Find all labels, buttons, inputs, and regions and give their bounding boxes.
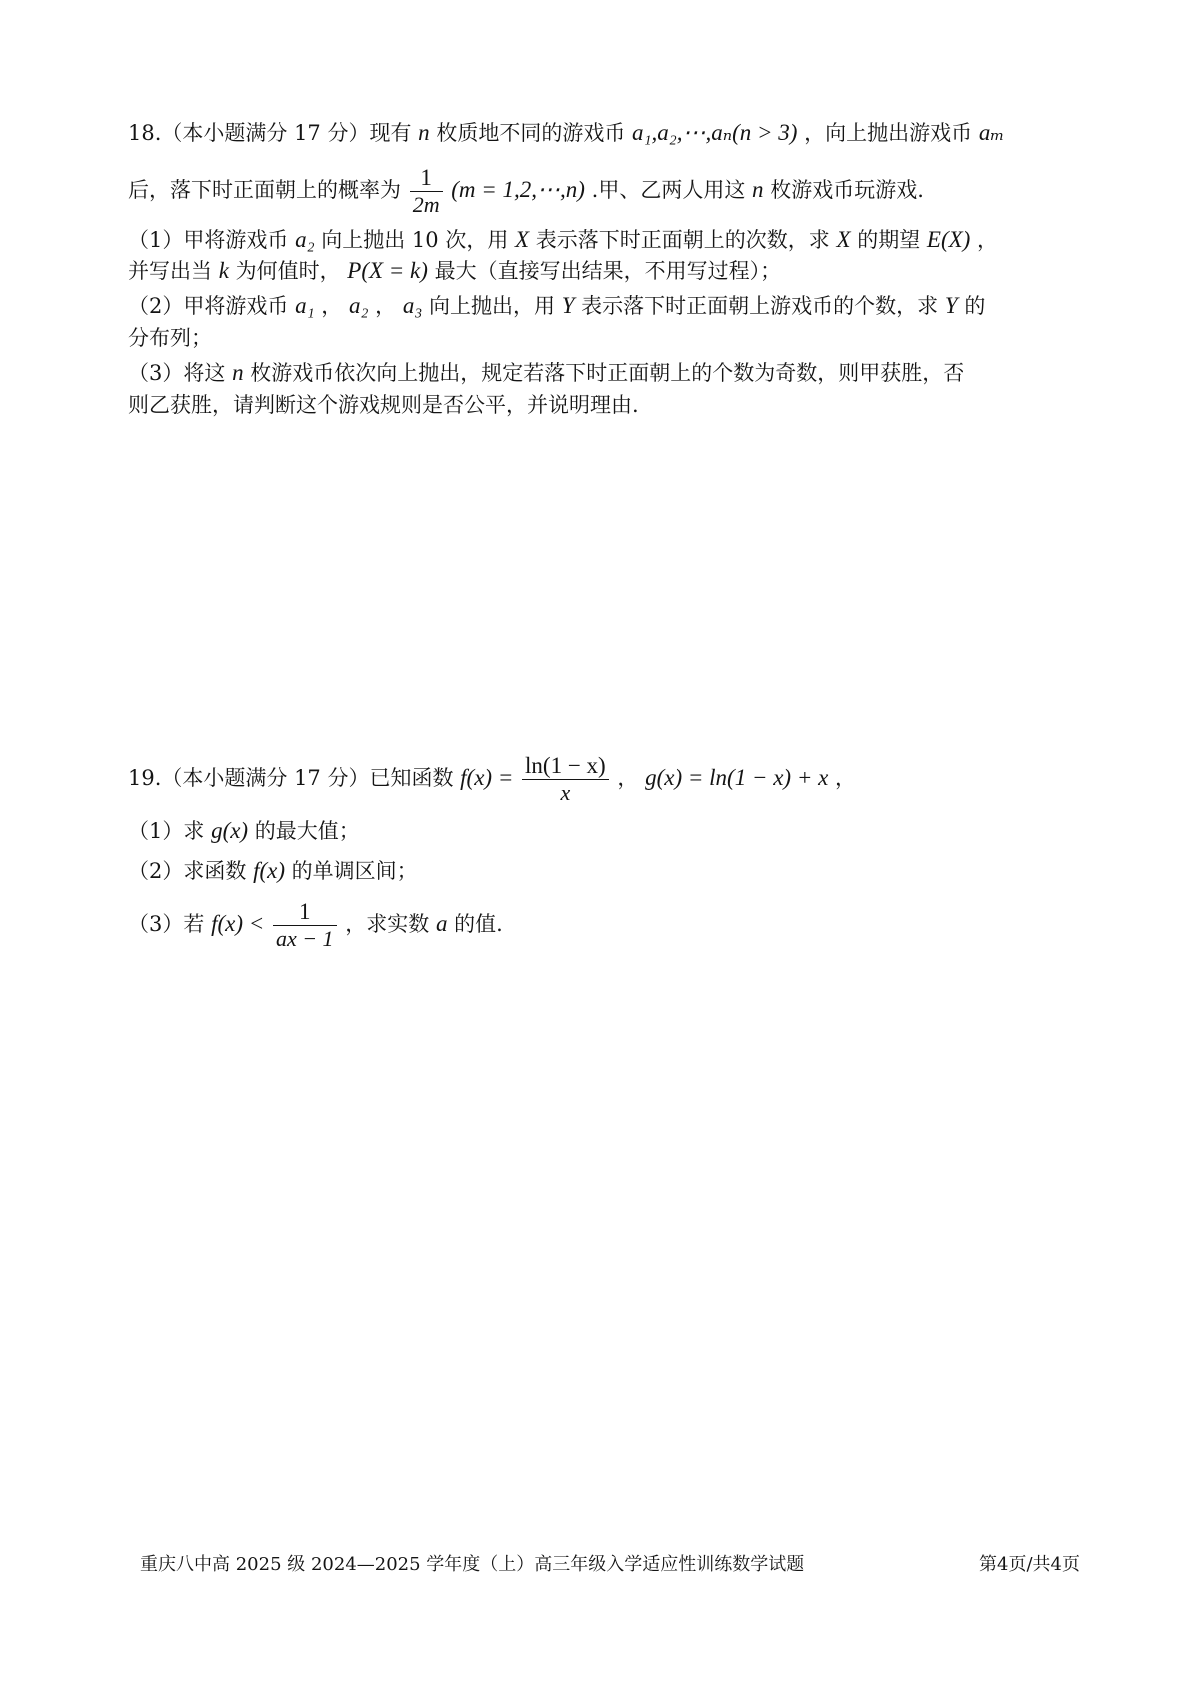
- page-number: 第4页/共4页: [979, 1554, 1080, 1575]
- var-a: a: [435, 911, 448, 936]
- var-Y: Y: [944, 293, 958, 318]
- q18-text: 为何值时，: [235, 259, 341, 283]
- g-definition: g(x) = ln(1 − x) + x: [645, 765, 829, 790]
- probability-expr: P(X = k): [347, 258, 428, 283]
- var-n: n: [418, 120, 430, 145]
- q18-text: ，: [321, 294, 343, 318]
- var-X: X: [836, 227, 851, 252]
- prob-fraction: [410, 165, 443, 218]
- q18-text: 则乙获胜，请判断这个游戏规则是否公平，并说明理由.: [128, 393, 639, 417]
- var-n: n: [232, 360, 244, 385]
- q18-text: 表示落下时正面朝上游戏币的个数，求: [581, 294, 939, 318]
- footer-title: 重庆八中高 2025 级 2024—2025 学年度（上）高三年级入学适应性训练数学试题: [140, 1554, 805, 1575]
- part-label: （1）求: [128, 819, 205, 843]
- q19-header: 19.（本小题满分 17 分）已知函数: [128, 766, 454, 790]
- part-label: （2）求函数: [128, 859, 247, 883]
- q18-text: 枚游戏币依次向上抛出，规定若落下时正面朝上的个数为奇数，则甲获胜，否: [250, 361, 965, 385]
- f-definition-lhs: f(x) =: [460, 765, 514, 790]
- var-a1: a₁: [295, 293, 315, 318]
- q18-text: .甲、乙两人用这: [591, 178, 746, 202]
- q19-text: ，: [617, 766, 639, 790]
- q18-line-1: [128, 118, 1088, 148]
- q18-part-2-line-2: [128, 323, 1088, 353]
- q18-text: ，: [977, 228, 998, 252]
- q19-part-3: [128, 896, 1088, 952]
- var-k: k: [218, 258, 229, 283]
- q19-text: 的单调区间；: [291, 859, 418, 883]
- q18-text: 分布列；: [128, 326, 212, 350]
- q18-text: 后，落下时正面朝上的概率为: [128, 178, 401, 202]
- f-fraction: [522, 753, 609, 806]
- q19-text: 的最大值；: [254, 819, 360, 843]
- q19-text: 的值.: [454, 912, 503, 936]
- fraction-numerator: ln(1 − x): [522, 753, 609, 780]
- inequality-lhs: f(x) <: [211, 911, 265, 936]
- var-a2: a₂: [348, 293, 369, 318]
- fraction-numerator: 1: [273, 899, 337, 926]
- q18-text: 表示落下时正面朝上的次数，求: [535, 228, 830, 252]
- q18-part-3-line-1: [128, 358, 1088, 388]
- part-label: （1）甲将游戏币: [128, 228, 289, 252]
- q19-part-1: [128, 816, 1088, 846]
- q19-line-1: [128, 750, 1088, 806]
- q18-text: 向上抛出，用: [429, 294, 555, 318]
- q18-text: 并写出当: [128, 259, 212, 283]
- q19-part-2: [128, 856, 1088, 886]
- var-a3: a₃: [402, 293, 423, 318]
- var-am: aₘ: [978, 120, 1005, 145]
- f-expr: f(x): [253, 858, 285, 883]
- fraction-denominator: 2m: [412, 192, 440, 217]
- q18-part-1-line-1: [128, 225, 1088, 255]
- q18-text: ，: [375, 294, 397, 318]
- q19-text: ，: [835, 766, 856, 790]
- q18-header: 18.（本小题满分 17 分）现有: [128, 121, 412, 145]
- q19-text: ，求实数: [345, 912, 430, 936]
- q18-text: ，向上抛出游戏币: [804, 121, 973, 145]
- inequality-fraction: [273, 899, 337, 952]
- m-range: (m = 1,2,⋯,n): [451, 177, 585, 202]
- var-Y: Y: [561, 293, 575, 318]
- fraction-numerator: 1: [410, 165, 443, 192]
- q18-line-2: [128, 163, 1088, 218]
- q18-text: 枚质地不同的游戏币: [436, 121, 626, 145]
- q18-part-2-line-1: [128, 291, 1088, 321]
- part-label: （2）甲将游戏币: [128, 294, 289, 318]
- q18-text: 最大（直接写出结果，不用写过程）；: [434, 259, 782, 283]
- fraction-denominator: x: [560, 780, 571, 805]
- q18-text: 的期望: [857, 228, 921, 252]
- coins-expr: a₁,a₂,⋯,aₙ(n > 3): [632, 120, 798, 145]
- g-expr: g(x): [211, 818, 249, 843]
- q18-part-3-line-2: [128, 390, 1088, 420]
- var-a2: a₂: [295, 227, 315, 252]
- expectation-expr: E(X): [926, 227, 971, 252]
- part-label: （3）若: [128, 912, 205, 936]
- var-X: X: [515, 227, 530, 252]
- q18-text: 枚游戏币玩游戏.: [770, 178, 924, 202]
- q18-text: 的: [964, 294, 986, 318]
- q18-part-1-line-2: [128, 256, 1088, 286]
- page-footer: [140, 1553, 1080, 1577]
- fraction-denominator: ax − 1: [275, 926, 334, 951]
- var-n: n: [752, 177, 764, 202]
- part-label: （3）将这: [128, 361, 226, 385]
- q18-text: 向上抛出 10 次，用: [321, 228, 509, 252]
